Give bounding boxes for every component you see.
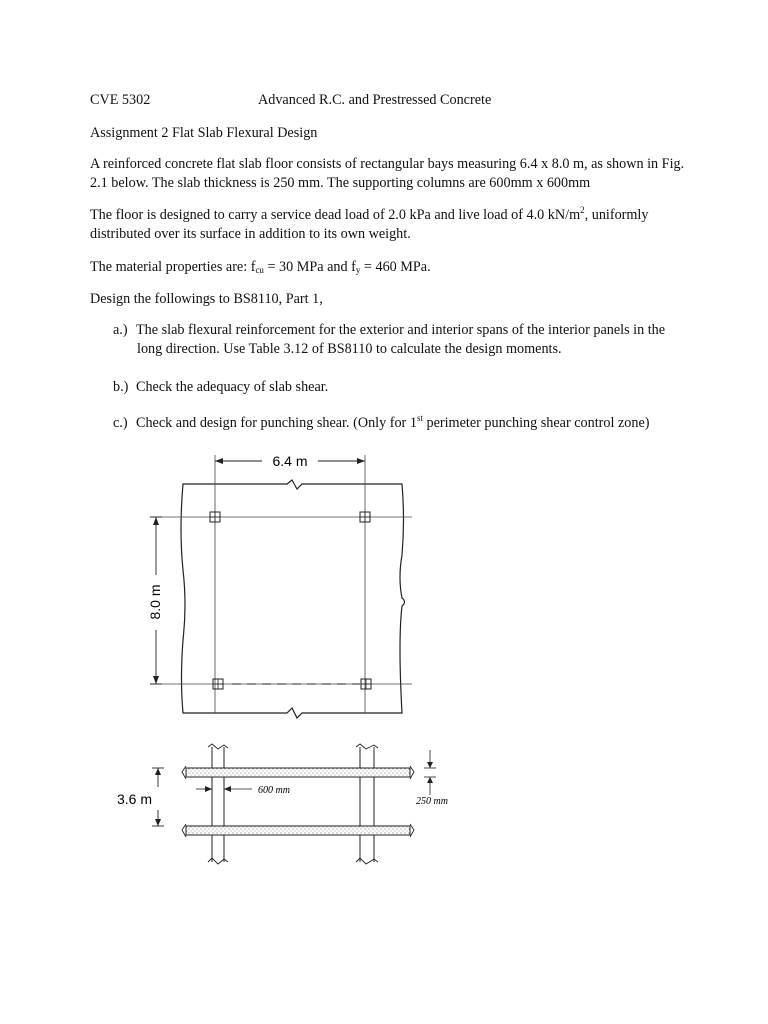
- load-unit-superscript: 2: [580, 205, 585, 215]
- item-text: Check the adequacy of slab shear.: [136, 379, 329, 395]
- item-text: The slab flexural reinforcement for the exterior and interior spans of the interior panels in the: [136, 322, 666, 338]
- load-line-2: distributed over its surface in addition to its own weight.: [90, 226, 411, 242]
- materials-text-b: = 30 MPa and f: [263, 259, 356, 275]
- intro-line-2: 2.1 below. The slab thickness is 250 mm. The supporting columns are 600mm x 600mm: [90, 175, 591, 191]
- storey-height-dimension: [117, 768, 164, 826]
- section-height-label: 3.6 m: [117, 791, 153, 807]
- width-dimension: [215, 453, 365, 469]
- item-label: a.): [113, 322, 128, 338]
- ordinal-superscript: st: [416, 413, 423, 423]
- slab-thickness-label: 250 mm: [416, 796, 448, 807]
- slab-thickness-dimension: [416, 750, 448, 807]
- load-text-b: , uniformly: [584, 207, 649, 223]
- item-text-continued: long direction. Use Table 3.12 of BS8110 to calculate the design moments.: [137, 341, 562, 357]
- slab-plan: [147, 453, 412, 718]
- course-title: Advanced R.C. and Prestressed Concrete: [258, 92, 492, 108]
- slab-section-top: [186, 768, 410, 777]
- materials-text-c: = 460 MPa.: [360, 259, 431, 275]
- length-dimension: [147, 517, 163, 684]
- design-intro: Design the followings to BS8110, Part 1,: [90, 291, 323, 307]
- column-size-label: 600 mm: [258, 785, 290, 796]
- item-text: Check and design for punching shear. (Only for 1: [136, 415, 417, 431]
- load-text-a: The floor is designed to carry a service dead load of 2.0 kPa and live load of 4.0 kN/m: [90, 207, 581, 223]
- column-width-dimension: [196, 785, 290, 796]
- materials-subscript-y: y: [355, 265, 361, 275]
- item-label: c.): [113, 415, 128, 431]
- materials-subscript-cu: cu: [255, 265, 264, 275]
- item-text-end: perimeter punching shear control zone): [422, 415, 650, 431]
- slab-section-bottom: [186, 826, 410, 835]
- slab-section: [117, 744, 448, 864]
- assignment-title: Assignment 2 Flat Slab Flexural Design: [90, 125, 318, 141]
- materials-text-a: The material properties are: f: [90, 259, 256, 275]
- item-label: b.): [113, 379, 129, 395]
- plan-width-label: 6.4 m: [272, 453, 308, 469]
- plan-length-label: 8.0 m: [147, 584, 163, 620]
- course-code: CVE 5302: [90, 92, 151, 108]
- intro-line-1: A reinforced concrete flat slab floor consists of rectangular bays measuring 6.4 x 8.0 m, as shown in Fig.: [90, 156, 685, 172]
